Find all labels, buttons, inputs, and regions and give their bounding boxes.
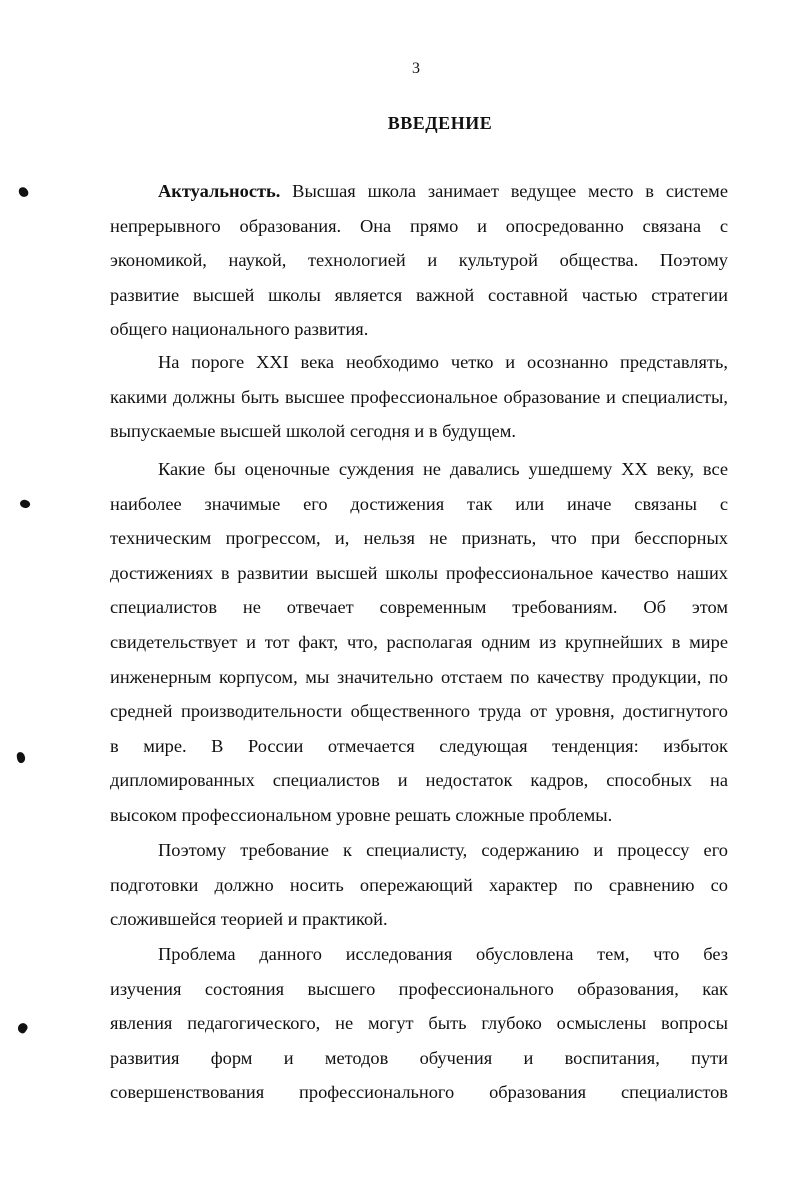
text-line: изучения состояния высшего профессионального образования, как: [110, 978, 728, 999]
paragraph-relevance: [110, 174, 728, 347]
margin-mark: [16, 1021, 29, 1034]
margin-mark: [18, 186, 30, 198]
section-title: ВВЕДЕНИЕ: [387, 113, 493, 133]
text-line: развития форм и методов обучения и воспитания, пути: [110, 1047, 728, 1068]
text-line: На пороге XXI века необходимо четко и осознанно представлять,: [158, 352, 728, 372]
text-line: техническим прогрессом, и, нельзя не признать, что при бесспорных: [110, 528, 728, 549]
text-line: Какие бы оценочные суждения не давались ушедшему XX веку, все: [158, 459, 728, 479]
paragraph-problem: [110, 937, 728, 1110]
text-line: сложившейся теорией и практикой.: [110, 909, 388, 930]
relevance-lead: Актуальность.: [158, 181, 281, 201]
text-line: выпускаемые высшей школой сегодня и в будущем.: [110, 421, 516, 442]
text-line: подготовки должно носить опережающий характер по сравнению со: [110, 874, 728, 895]
text-line: свидетельствует и тот факт, что, располагая одним из крупнейших в мире: [110, 631, 728, 652]
text-line: какими должны быть высшее профессиональное образование и специалисты,: [110, 386, 728, 407]
text-line: общего национального развития.: [110, 319, 369, 340]
text-line: специалистов не отвечает современным требованиям. Об этом: [110, 597, 728, 618]
text-line: Поэтому требование к специалисту, содержанию и процессу его: [158, 840, 728, 860]
paragraph-assessment: [110, 452, 728, 833]
text-line: экономикой, наукой, технологией и культурой общества. Поэтому: [110, 250, 728, 271]
text-line: развитие высшей школы является важной составной частью стратегии: [110, 284, 728, 305]
text-line: Проблема данного исследования обусловлена тем, что без: [158, 944, 728, 964]
text-line: дипломированных специалистов и недостаток кадров, способных на: [110, 770, 728, 791]
text-line: явления педагогического, не могут быть глубоко осмыслены вопросы: [110, 1013, 728, 1034]
text-line: высоком профессиональном уровне решать сложные проблемы.: [110, 804, 613, 825]
text-line: [110, 174, 728, 209]
text-line: наиболее значимые его достижения так или иначе связаны с: [110, 493, 728, 514]
paragraph-threshold: [110, 345, 728, 449]
text-line: средней производительности общественного труда от уровня, достигнутого: [110, 701, 728, 722]
text-line: совершенствования профессионального образования специалистов: [110, 1082, 728, 1103]
text-line: достижениях в развитии высшей школы профессиональное качество наших: [110, 562, 728, 583]
margin-mark: [16, 751, 26, 763]
text-span: Высшая школа занимает ведущее место в системе: [280, 181, 728, 201]
text-line: в мире. В России отмечается следующая тенденция: избыток: [110, 735, 728, 756]
paragraph-requirements: [110, 833, 728, 937]
text-line: непрерывного образования. Она прямо и опосредованно связана с: [110, 215, 728, 236]
page-number: 3: [412, 60, 420, 77]
text-line: инженерным корпусом, мы значительно отстаем по качеству продукции, по: [110, 666, 728, 687]
margin-mark: [19, 498, 31, 509]
